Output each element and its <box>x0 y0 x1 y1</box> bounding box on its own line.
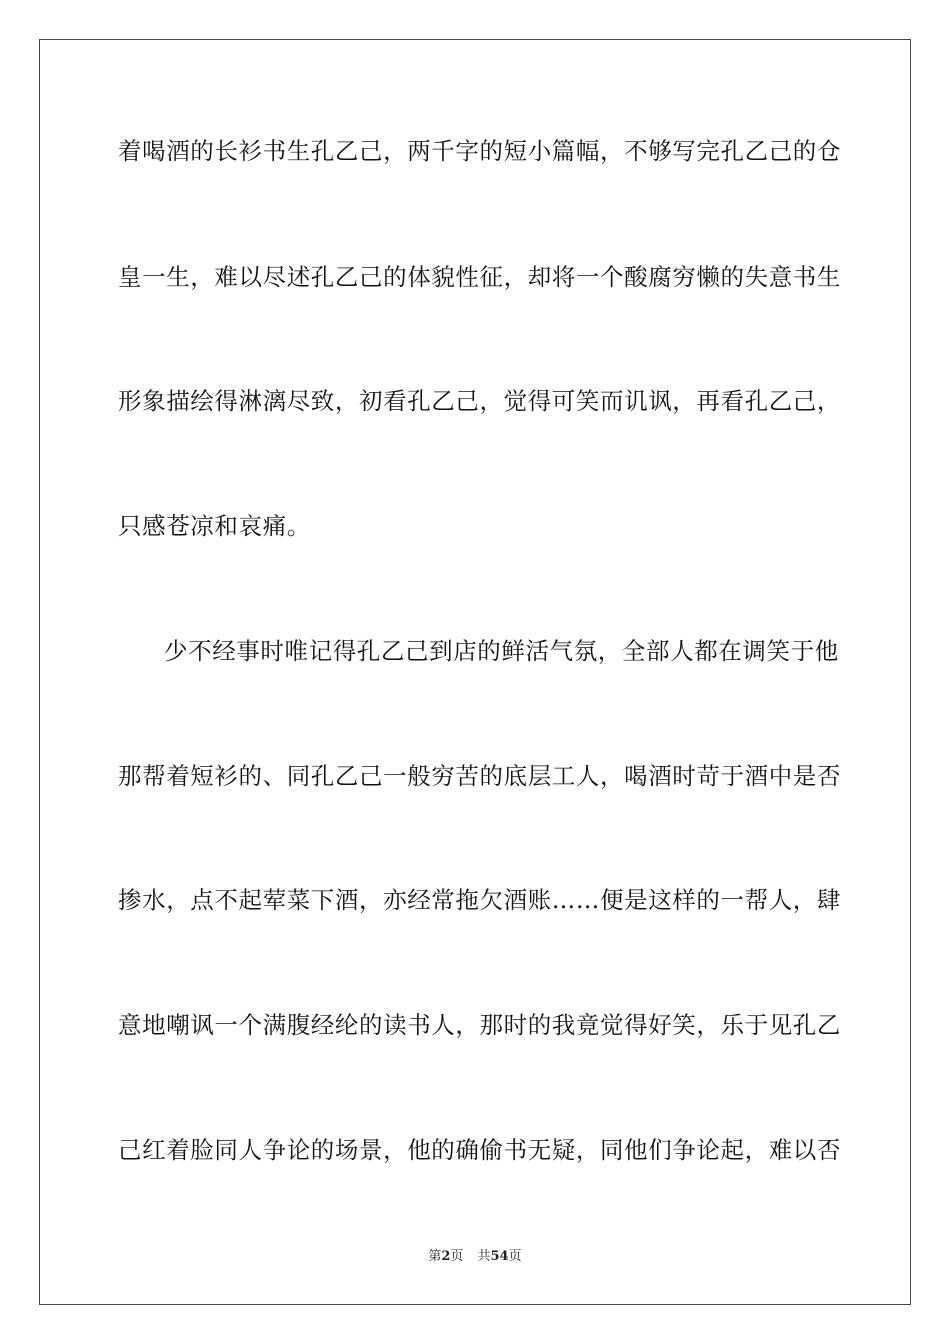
page-number: 2 <box>441 1249 451 1264</box>
text-line-1: 着喝酒的长衫书生孔乙己，两千字的短小篇幅，不够写完孔乙己的仓 <box>118 137 841 165</box>
text-line-4: 只感苍凉和哀痛。 <box>118 512 311 540</box>
text-line-6: 那帮着短衫的、同孔乙己一般穷苦的底层工人，喝酒时苛于酒中是否 <box>118 762 841 790</box>
text-line-8: 意地嘲讽一个满腹经纶的读书人，那时的我竟觉得好笑，乐于见孔乙 <box>118 1011 841 1039</box>
total-pages: 54 <box>490 1249 509 1264</box>
text-line-7: 掺水，点不起荤菜下酒，亦经常拖欠酒账……便是这样的一帮人，肆 <box>118 886 841 914</box>
text-line-9: 己红着脸同人争论的场景，他的确偷书无疑，同他们争论起，难以否 <box>118 1136 841 1164</box>
page-label-prefix: 第 <box>428 1249 442 1264</box>
total-label-prefix: 共 <box>477 1249 491 1264</box>
page-border <box>39 39 911 1305</box>
text-line-2: 皇一生，难以尽述孔乙己的体貌性征，却将一个酸腐穷懒的失意书生 <box>118 263 841 291</box>
page-label-suffix: 页 <box>450 1249 464 1264</box>
page-footer <box>0 1249 950 1265</box>
text-line-5: 少不经事时唯记得孔乙己到店的鲜活气氛，全部人都在调笑于他 <box>164 637 839 665</box>
total-label-suffix: 页 <box>508 1249 522 1264</box>
text-line-3: 形象描绘得淋漓尽致，初看孔乙己，觉得可笑而讥讽，再看孔乙己， <box>118 387 841 415</box>
